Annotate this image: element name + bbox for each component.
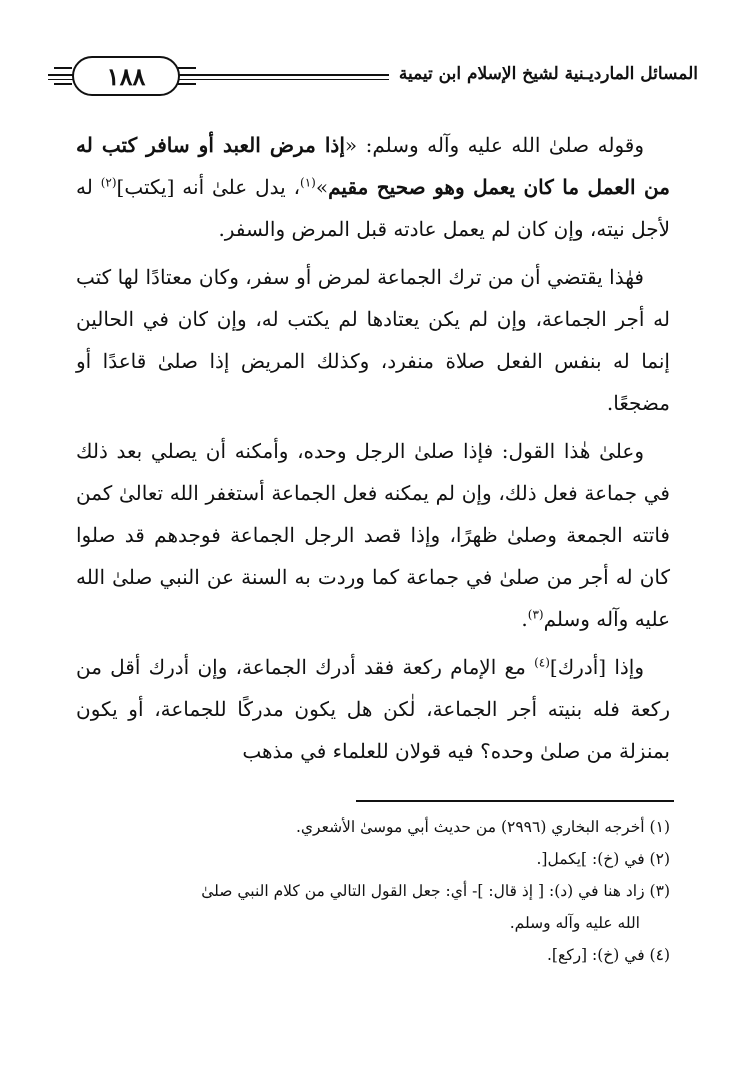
paragraph-2: فهٰذا يقتضي أن من ترك الجماعة لمرض أو سفر، وكان معتادًا لها كتب له أجر الجماعة، وإن لم يكن يعتادها لم يكتب له، وإن كان في الحالين إنما له بنفس الفعل صلاة منفرد، وكذلك المريض إذا صلىٰ قاعدًا أو مضجعًا. <box>76 265 670 415</box>
footnote-2 <box>76 843 670 875</box>
page-number: ١٨٨ <box>72 56 180 96</box>
footnote-num: (٢) <box>649 850 670 868</box>
footnote-4 <box>76 939 670 971</box>
p1-quote-close: » <box>315 175 329 199</box>
footnote-num: (١) <box>649 818 670 836</box>
page-header <box>48 56 702 96</box>
paragraph-4 <box>76 646 670 772</box>
hadith-quote: إذا مرض العبد أو سافر كتب له من العمل ما كان يعمل وهو صحيح مقيم <box>76 133 670 199</box>
footnote-text: أخرجه البخاري (٢٩٩٦) من حديث أبي موسىٰ الأشعري. <box>295 818 645 836</box>
p3-text: وعلىٰ هٰذا القول: فإذا صلىٰ الرجل وحده، وأمكنه أن يصلي بعد ذلك في جماعة فعل ذلك، وإن لم يمكنه فعل الجماعة أستغفر الله تعالىٰ كمن فاتته الجمعة وصلىٰ ظهرًا، وإذا قصد الرجل الجماعة فوجدهم قد صلوا كان له أجر من صلىٰ في جماعة كما وردت به السنة عن النبي صلىٰ الله عليه وآله وسلم <box>76 439 670 631</box>
main-text <box>76 124 670 778</box>
p1-pre: وقوله صلىٰ الله عليه وآله وسلم: « <box>344 133 644 157</box>
footnotes <box>76 811 670 971</box>
footnote-3 <box>76 875 670 939</box>
footnote-continuation: الله عليه وآله وسلم. <box>509 914 640 932</box>
footnote-num: (٤) <box>649 946 670 964</box>
p1-mid: ، يدل علىٰ أنه [يكتب] <box>116 175 301 199</box>
footnote-1 <box>76 811 670 843</box>
footnote-ref-1[interactable]: (١) <box>300 175 316 190</box>
running-title: المسائل المارديـنية لشيخ الإسلام ابن تيمية <box>389 60 702 88</box>
p1-tail: له لأجل نيته، وإن كان لم يعمل عادته قبل المرض والسفر. <box>76 175 670 241</box>
footnote-ref-4[interactable]: (٤) <box>534 655 550 670</box>
p3-end: . <box>521 607 528 631</box>
paragraph-3 <box>76 430 670 640</box>
footnote-separator <box>356 800 674 802</box>
footnote-ref-2[interactable]: (٢) <box>100 175 117 190</box>
footnote-num: (٣) <box>649 882 670 900</box>
footnote-ref-3[interactable]: (٣) <box>527 607 544 622</box>
badge-left-cap <box>54 67 72 85</box>
footnote-text: في (خ): [ركع]. <box>546 946 645 964</box>
p4-text: مع الإمام ركعة فقد أدرك الجماعة، وإن أدرك أقل من ركعة فله بنيته أجر الجماعة، لٰكن هل يكون مدركًا للجماعة، أو يكون بمنزلة من صلىٰ وحده؟ فيه قولان للعلماء في مذهب <box>76 655 670 763</box>
footnote-text: في (خ): ]يكمل[. <box>536 850 645 868</box>
footnote-text: زاد هنا في (د): [ إذ قال: ]- أي: جعل القول التالي من كلام النبي صلىٰ <box>201 882 645 900</box>
paragraph-1 <box>76 124 670 250</box>
p4-pre: وإذا [أدرك] <box>549 655 644 679</box>
badge-right-cap <box>178 67 196 85</box>
